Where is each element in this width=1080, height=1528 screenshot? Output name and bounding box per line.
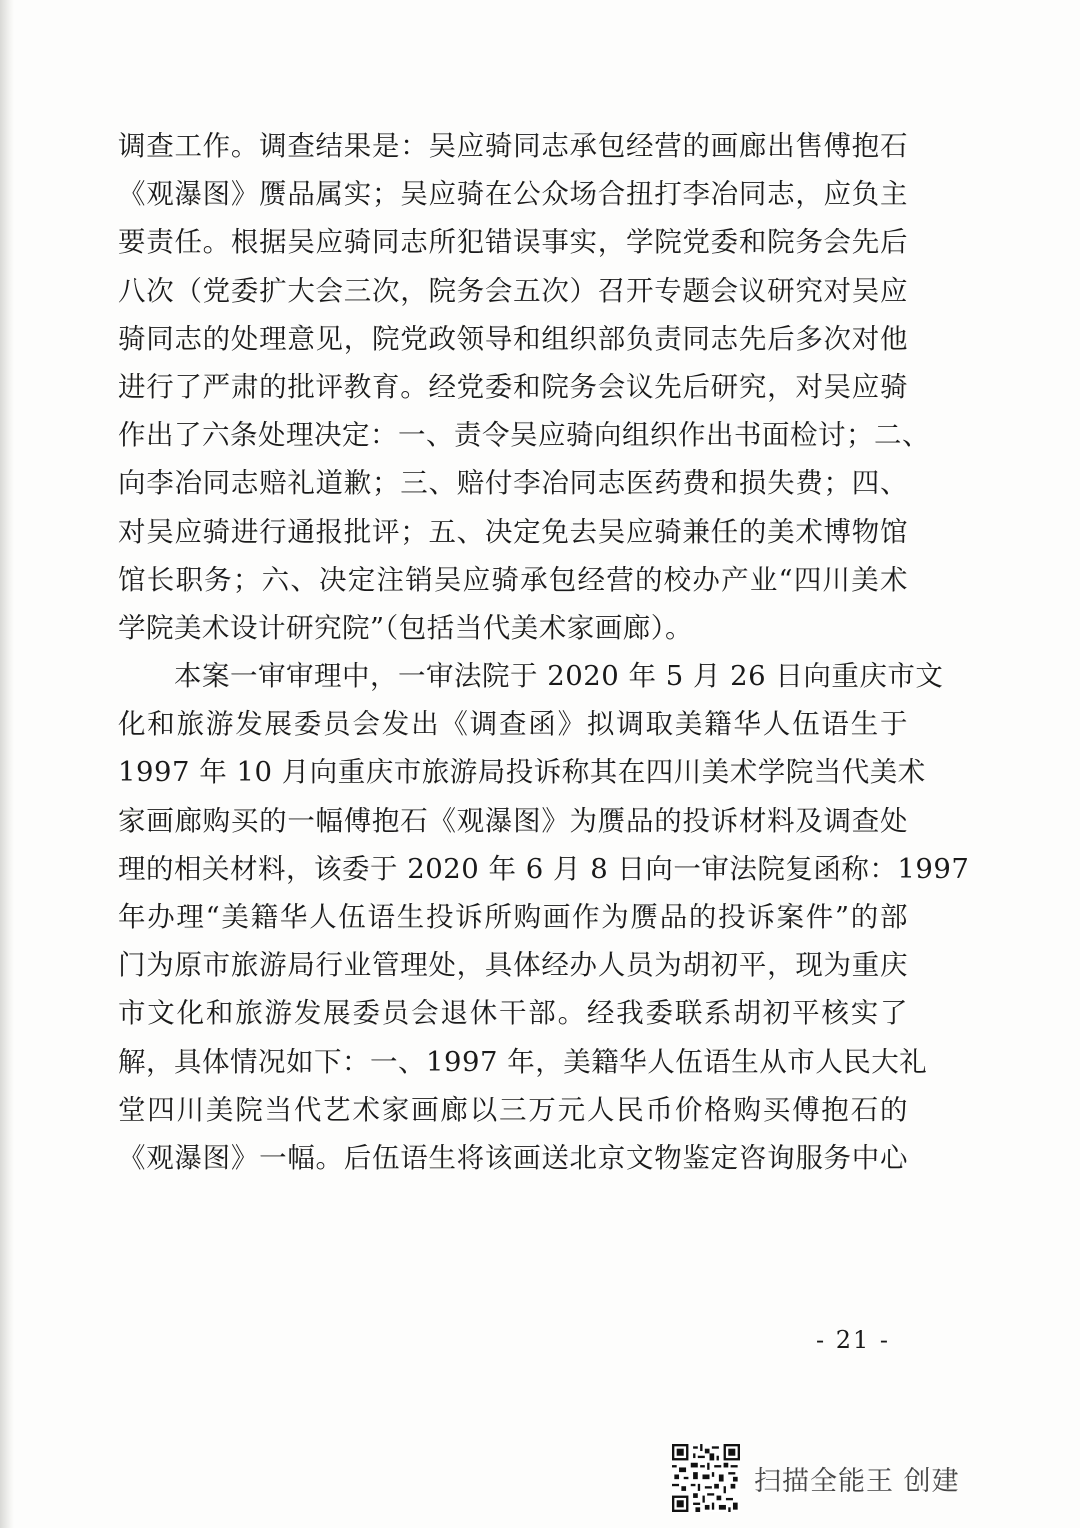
document-body: [118, 122, 970, 1182]
text-line: 要责任。根据吴应骑同志所犯错误事实，学院党委和院务会先后: [118, 226, 908, 259]
text-line: 《观瀑图》一幅。后伍语生将该画送北京文物鉴定咨询服务中心: [118, 1141, 908, 1174]
watermark-text: 扫描全能王 创建: [754, 1465, 960, 1497]
text-line: 进行了严肃的批评教育。经党委和院务会议先后研究，对吴应骑: [118, 370, 908, 403]
text-line: 《观瀑图》赝品属实；吴应骑在公众场合扭打李冶同志，应负主: [118, 178, 908, 211]
text-line: 对吴应骑进行通报批评；五、决定免去吴应骑兼任的美术博物馆: [118, 515, 908, 548]
text-line: 解，具体情况如下：一、1997 年，美籍华人伍语生从市人民大礼: [118, 1045, 928, 1078]
text-line: 化和旅游发展委员会发出《调查函》拟调取美籍华人伍语生于: [118, 708, 908, 741]
text-line: 堂四川美院当代艺术家画廊以三万元人民币价格购买傅抱石的: [118, 1093, 908, 1126]
scan-shadow-edge: [0, 0, 14, 1528]
text-line: 学院美术设计研究院”（包括当代美术家画廊）。: [118, 611, 694, 644]
text-line: 年办理“美籍华人伍语生投诉所购画作为赝品的投诉案件”的部: [118, 901, 908, 933]
text-line: 市文化和旅游发展委员会退休干部。经我委联系胡初平核实了: [118, 997, 908, 1030]
text-line: 作出了六条处理决定：一、责令吴应骑向组织作出书面检讨；二、: [118, 419, 930, 452]
page-number: - 21 -: [815, 1326, 890, 1354]
text-line: 调查工作。调查结果是：吴应骑同志承包经营的画廊出售傅抱石: [118, 130, 908, 162]
text-line: 门为原市旅游局行业管理处，具体经办人员为胡初平，现为重庆: [118, 949, 908, 982]
text-line: 本案一审审理中，一审法院于 2020 年 5 月 26 日向重庆市文: [118, 660, 944, 693]
scanner-watermark: [672, 1444, 960, 1512]
text-line: 向李冶同志赔礼道歉；三、赔付李冶同志医药费和损失费；四、: [118, 467, 908, 500]
text-line: 理的相关材料，该委于 2020 年 6 月 8 日向一审法院复函称：1997: [118, 852, 970, 885]
text-line: 八次（党委扩大会三次，院务会五次）召开专题会议研究对吴应: [118, 274, 908, 307]
text-line: 馆长职务；六、决定注销吴应骑承包经营的校办产业“四川美术: [118, 563, 908, 596]
text-line: 骑同志的处理意见，院党政领导和组织部负责同志先后多次对他: [118, 322, 908, 355]
text-line: 1997 年 10 月向重庆市旅游局投诉称其在四川美术学院当代美术: [118, 756, 926, 789]
qr-code-icon: [672, 1444, 740, 1512]
text-line: 家画廊购买的一幅傅抱石《观瀑图》为赝品的投诉材料及调查处: [118, 804, 908, 837]
